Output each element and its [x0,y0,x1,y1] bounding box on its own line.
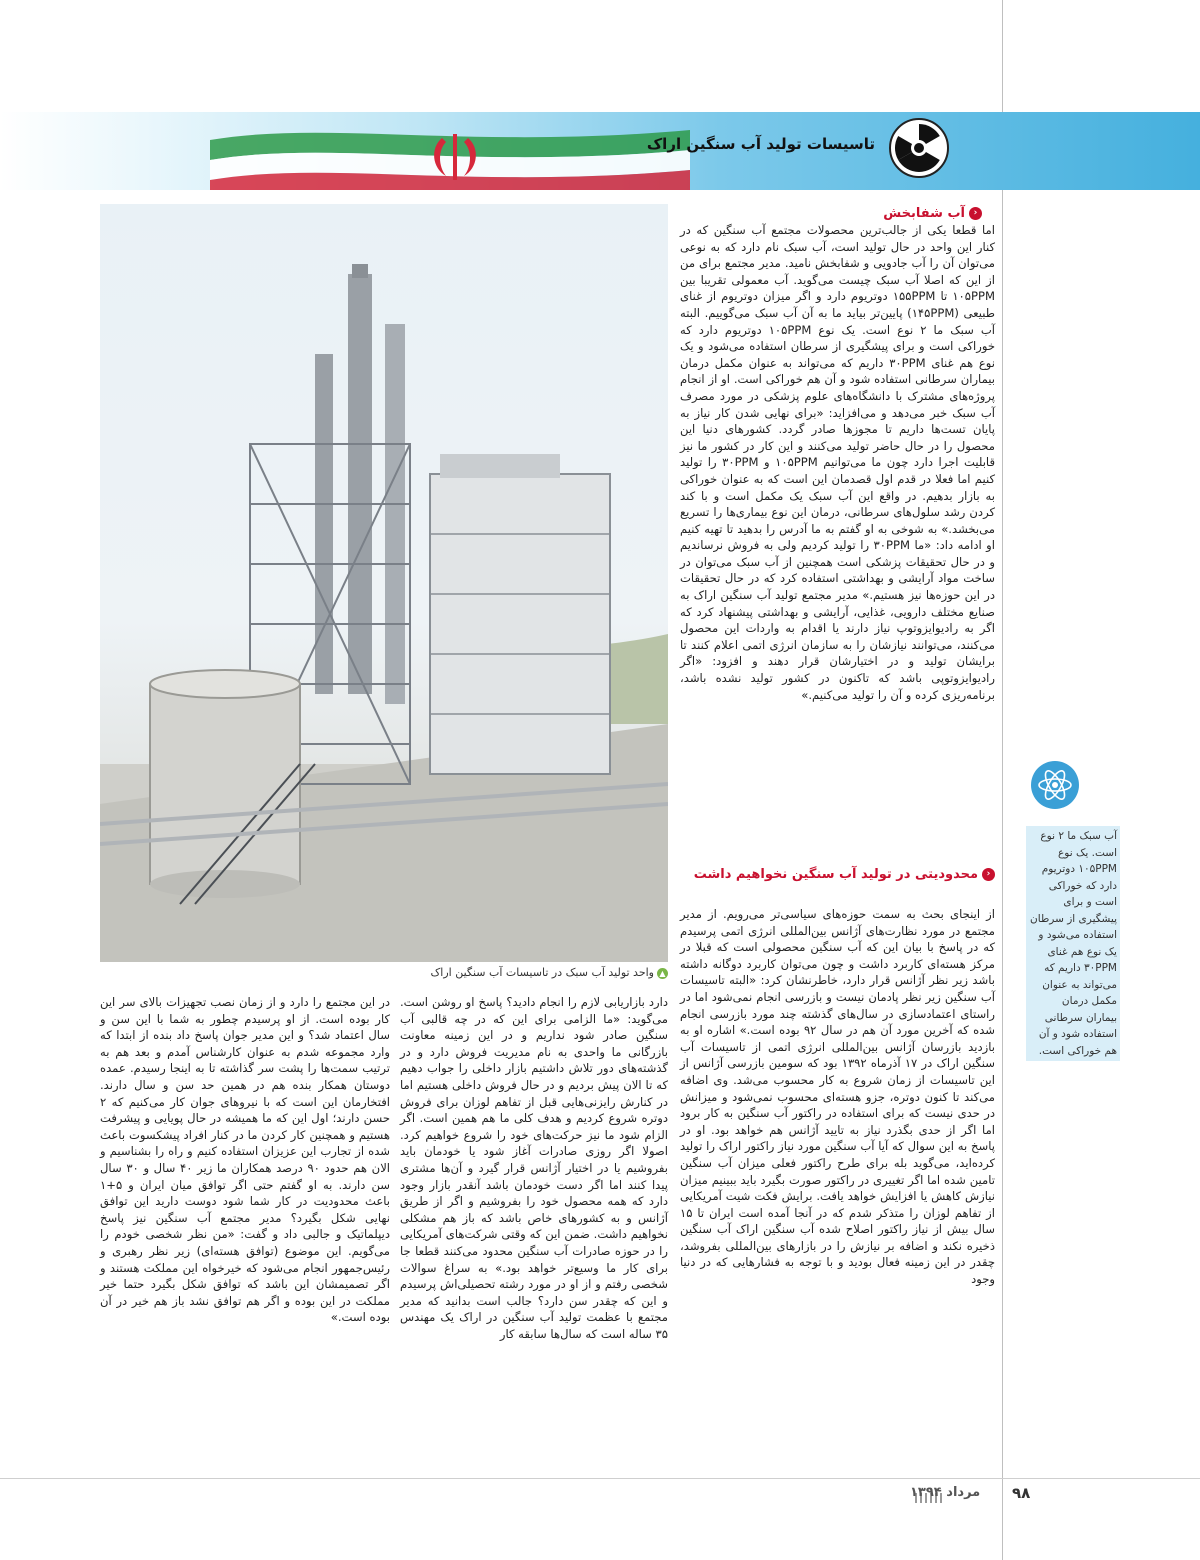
section-heading-1-text: آب شفابخش [883,206,965,221]
chevron-left-icon: ‹ [969,207,982,220]
section-1-body [680,222,995,703]
radiation-icon [889,118,949,178]
section-2-body [680,906,995,1288]
plant-illustration [100,204,668,962]
footer-rule [0,1478,1200,1479]
left-column-paragraph: در این مجتمع را دارد و از زمان نصب تجهیزات بالای سر این کار بوده است. از او پرسیدم چطور به شما با این سن و سال اعتماد شد؟ و این مدیر جوان پاسخ داد بنده از ابتدا که وارد مجموعه شدم به عنوان کارشناس آمدم و بعد هم به ترتیب سمت‌ها را پشت سر گذاشته تا به اینجا رسیدم. عمده دوستان همکار بنده هم در همین حد سن و سال دارند. افتخارمان این است که با نیروهای جوان کار می‌کنیم که ۲ حسن دارند؛ اول این که ما همیشه در حال پویایی و پیشرفت هستیم و همچنین کار کردن ما در کنار افراد پیشکسوت باعث شده از تجارب این عزیزان استفاده کنیم و راه را بشناسیم و الان هم حدود ۹۰ درصد همکاران ما زیر ۴۰ سال و ۳۰ سال سن دارند. به او گفتم حتی اگر توافق میان ایران و ۵+۱ باعث محدودیت در کار شما شود دوست دارید این توافق نهایی شکل بگیرد؟ مدیر مجتمع آب سنگین نیز پاسخ دیپلماتیک و جالبی داد و گفت: «من نظر شخصی خودم را می‌گویم. این موضوع (توافق هسته‌ای) زیر نظر رهبری و رئیس‌جمهور انجام می‌شود که خیرخواه این مملکت هستند و اگر تصمیمشان این باشد که توافق شکل بگیرد حتما خیر مملکت در این بوده و اگر هم توافق نشد باز هم خیر در آن بوده است.» [100,995,391,1325]
plant-photo [100,204,668,962]
section-heading-2 [680,866,995,883]
chevron-left-icon: ‹ [982,868,995,881]
page-number: ۹۸ [1012,1484,1031,1502]
top-blank-area [0,0,1200,112]
atom-icon [1030,760,1080,810]
section-2-paragraph: از اینجای بحث به سمت حوزه‌های سیاسی‌تر می‌رویم. از مدیر مجتمع در مورد نظارت‌های آژانس بین‌المللی انرژی اتمی پرسیدم که در پاسخ با بیان این که آب سنگین محصولی است که قبلا در مرکز هسته‌ای کاربرد داشت و چون می‌توان کاربرد دوگانه داشته باشد زیر نظر آژانس قرار دارد، خاطرنشان کرد: «البته تاسیسات آب سنگین زیر نظر پادمان نیست و بازرسی انجام نمی‌شود اما در راستای اعتمادسازی در سال‌های گذشته چند مورد بازرسی انجام شده که آخرین مورد آن هم در سال ۹۲ بوده است.» اشاره او به بازدید بازرسان آژانس بین‌المللی انرژی اتمی از تاسیسات آب سنگین اراک در ۱۷ آذرماه ۱۳۹۲ بود که سومین بازرسی آژانس از این تاسیسات از زمان شروع به کار محسوب می‌شد. وی اضافه می‌کند تا کنون دوتره، جزو هسته‌ای محسوب نمی‌شود و میزانش در حدی نیست که برای استفاده در راکتور آب سنگین به کار برود اما اگر از حدی بگذرد نیاز به تایید آژانس هم خواهد بود. او در پاسخ به این سوال که آیا آب سنگین مورد نیاز راکتور اراک را تولید کرده‌اید، می‌گوید بله برای طرح راکتور فعلی میزان آب سنگین تامین شده اما اگر تغییری در راکتور صورت بگیرد باید ببینیم میزان نیازش کاهش یا افزایش خواهد یافت. برایش فکت شیت آمریکایی از تفاهم لوزان را متذکر شدم که در آنجا آمده است ایران تا ۱۵ سال بیش از نیاز راکتور اصلاح شده آب سنگین اراک آب سنگین ذخیره نکند و اضافه بر نیازش را در بازارهای بین‌المللی بفروشد، چقدر در این زمینه فعال بودید و با توجه به فشارهایی که در دنیا وجود [680,907,996,1287]
sidebar-quote-text: آب سبک ما ۲ نوع است. یک نوع ۱۰۵PPM دوتریوم دارد که خوراکی است و برای پیشگیری از سرطان استفاده می‌شود و یک نوع هم غنای ۳۰PPM داریم که می‌تواند به عنوان مکمل درمان بیماران سرطانی استفاده شود و آن هم خوراکی است. [1030,830,1117,1057]
left-column-body [100,994,390,1326]
photo-caption-text: واحد تولید آب سبک در تاسیسات آب سنگین اراک [430,966,654,979]
issue-date: مرداد ۱۳۹۴ [910,1485,981,1500]
section-heading-1 [883,206,982,221]
section-1-paragraph: اما قطعا یکی از جالب‌ترین محصولات مجتمع آب سنگین که در کنار این واحد در حال تولید است، آب سبک نام دارد که به نوعی می‌توان آن را آب جادویی و شفابخش نامید. مدیر مجتمع برای من از این که اصلا آب سبک چیست می‌گوید. آب معمولی تقریبا بین ۱۰۵PPM تا ۱۵۵PPM دوتریوم دارد و اگر میزان دوتریوم از غنای طبیعی (۱۴۵PPM) پایین‌تر بیاید ما به آن آب سبک می‌گوییم. البته آب سبک ما ۲ نوع است. یک نوع ۱۰۵PPM دوتریوم دارد که خوراکی است و برای پیشگیری از سرطان استفاده می‌شود و یک نوع هم غنای ۳۰PPM داریم که می‌تواند به عنوان مکمل درمان بیماران سرطانی استفاده شود و آن هم خوراکی است. او از انجام پروژه‌های مشترک با دانشگاه‌های علوم پزشکی در مورد مصرف آب سبک خبر می‌دهد و می‌افزاید: «برای نهایی شدن کار نیاز به پایان تست‌ها داریم تا مجوزها صادر گردد. کشورهای دنیا این محصول را در حال حاضر تولید می‌کنند و این کار در کشور ما نیز قابلیت اجرا دارد چون ما می‌توانیم ۱۰۵PPM و ۳۰PPM را تولید کنیم اما فعلا در قدم اول قصدمان این است که به عنوان خوراکی به بازار بدهیم. در واقع این آب سبک یک مکمل است و با کند کردن رشد سلول‌های سرطانی، درمان این نوع بیماری‌ها را تسریع می‌بخشد.» به شوخی به او گفتم به ما آدرس را بدهید تا تهیه کنیم او ادامه داد: «ما ۳۰PPM را تولید کردیم ولی به فروش نرساندیم و در حال تحقیقات پزشکی است همچنین از آب سبک می‌توان در ساخت مواد آرایشی و بهداشتی استفاده کرد که در حال تحقیقات در این حوزه‌ها نیز هستیم.» مدیر مجتمع تولید آب سنگین اراک به صنایع مختلف دارویی، غذایی، آرایشی و بهداشتی پیشنهاد کرد که اگر به رادیوایزوتوپ نیاز دارند یا اقدام به واردات این محصول می‌کنند، می‌توانند نیازشان را به سازمان انرژی اتمی اعلام کنند تا برایشان تولید و در اختیارشان قرار دهند و افزود: «اگر رادیوایزوتوپی باشد که تاکنون در کشور تولید نشده باشد، برنامه‌ریزی کرده و آن را تولید می‌کنیم.» [680,223,996,702]
section-heading-2-text: محدودیتی در تولید آب سنگین نخواهیم داشت [693,867,978,882]
photo-caption [100,966,668,979]
caption-arrow-icon: ▲ [657,968,668,979]
sidebar-quote [1026,826,1120,1061]
middle-column-body [400,994,668,1342]
margin-rule [1002,0,1003,1560]
page-title: تاسیسات تولید آب سنگین اراک [646,135,875,153]
iran-flag-graphic [210,120,690,190]
middle-column-paragraph: دارد بازاریابی لازم را انجام دادید؟ پاسخ او روشن است. می‌گوید: «ما الزامی برای این که در چه قالبی آب سنگین صادر شود نداریم و در این زمینه معاونت بازرگانی ما واحدی به نام مدیریت فروش دارد و در گذشته‌های دور تلاش داشتیم بازار داخلی را جواب دهیم که تا الان پیش بردیم و در حال فروش داخلی هستیم اما در کنارش رایزنی‌هایی قبل از تفاهم لوزان برای فروش دوتره شروع کردیم و هدف کلی ما هم همین است. اگر الزام شود ما نیز حرکت‌های خود را شروع خواهیم کرد. اصولا اگر روزی صادرات آغاز شود یا خودمان باید بفروشیم یا در اختیار آژانس قرار گیرد و آن‌ها مشتری پیدا کنند اما اگر دست خودمان باشد آنقدر بازار وجود دارد که همه محصول خود را بفروشیم و اگر از طریق آژانس و به کشورهای خاص باشد که باز هم مشکلی نخواهیم داشت. ضمن این که وقتی شرکت‌های آمریکایی را در حوزه صادرات آب سنگین محدود می‌کنند قطعا جا برای کار ما وسیع‌تر خواهد بود.» به سراغ سوالات شخصی رفتم و از او در مورد رشته تحصیلی‌اش پرسیدم و این که چقدر سن دارد؟ جالب است بدانید که مدیر مجتمع با عظمت تولید آب سنگین در اراک یک مهندس ۳۵ ساله است که سال‌ها سابقه کار [400,995,668,1341]
